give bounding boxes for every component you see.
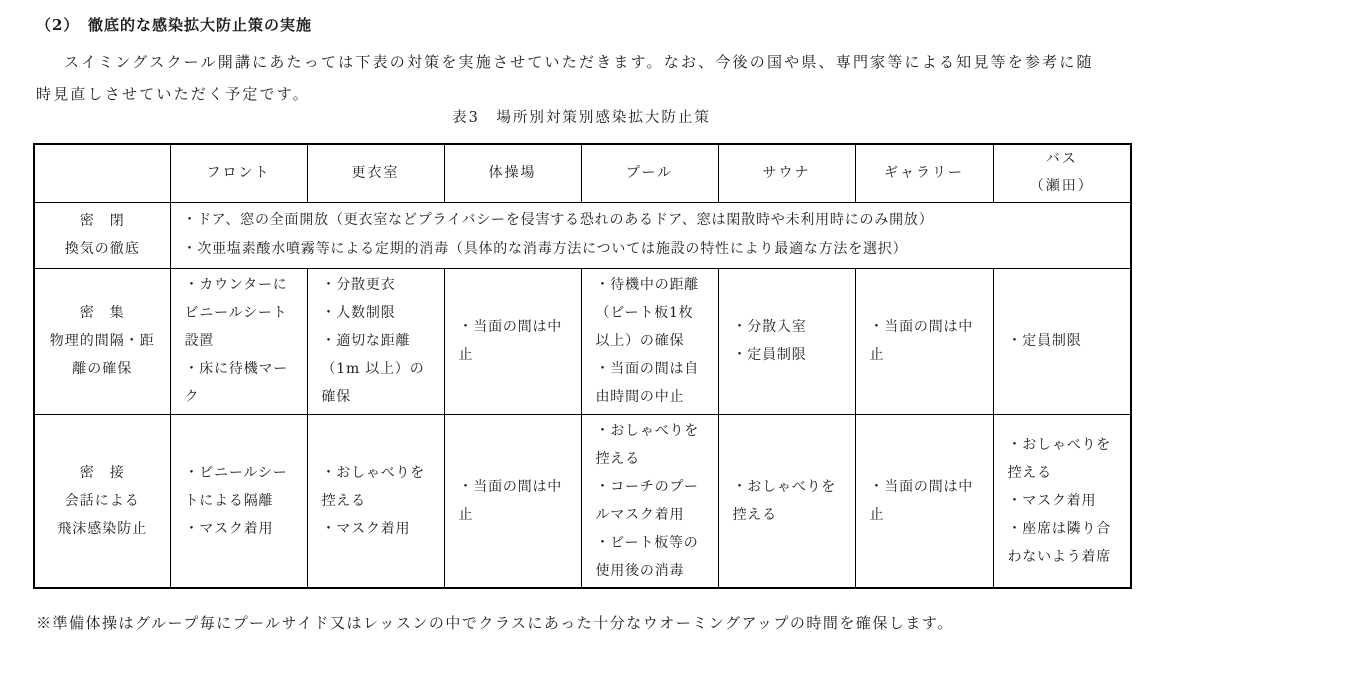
label-line: 換気の徹底 — [64, 241, 140, 257]
bullet-item: ・ビニールシートによる隔離 — [184, 464, 288, 509]
intro-line: スイミングスクール開講にあたっては下表の対策を実施させていただきます。なお、今後の国や県、専門家等による知見等を参考に随 — [64, 53, 1094, 71]
cell-crowded-gallery — [855, 268, 993, 414]
bullet-item: ・当面の間は自由時間の中止 — [595, 361, 700, 405]
bullet-item: ・おしゃべりを控える — [595, 422, 700, 467]
cell-crowded-gym — [444, 268, 581, 414]
header-line: 更衣室 — [351, 164, 400, 181]
header-line: サウナ — [762, 164, 811, 181]
cell-contact-pool — [581, 414, 718, 588]
bullet-item: ・おしゃべりを控える — [732, 478, 837, 523]
cell-crowded-sauna — [718, 268, 855, 414]
header-line: ギャラリー — [884, 164, 964, 181]
label-line: 飛沫感染防止 — [57, 520, 148, 537]
prevention-measures-table — [33, 143, 1132, 589]
section-heading: （2） 徹底的な感染拡大防止策の実施 — [36, 16, 312, 34]
header-cell-front — [170, 144, 307, 202]
cell-contact-bus — [993, 414, 1131, 588]
header-line: 体操場 — [488, 164, 537, 181]
label-line: 密 閉 — [79, 213, 125, 229]
label-line: 密 集 — [79, 305, 125, 321]
label-line: 密 接 — [79, 464, 125, 481]
bullet-item: ・マスク着用 — [1007, 492, 1097, 509]
cell-contact-locker-room — [307, 414, 444, 588]
cell-contact-front — [170, 414, 307, 588]
bullet-item: ・適切な距離（1m 以上）の確保 — [321, 333, 425, 405]
cell-crowded-locker-room — [307, 268, 444, 414]
footnote: ※準備体操はグループ毎にプールサイド又はレッスンの中でクラスにあった十分なウオーミングアップの時間を確保します。 — [36, 614, 954, 632]
header-cell-gallery — [855, 144, 993, 202]
bullet-item: ・定員制限 — [732, 347, 807, 363]
cell-crowded-pool — [581, 268, 718, 414]
cell-contact-gallery — [855, 414, 993, 588]
header-cell-locker-room — [307, 144, 444, 202]
cell-crowded-bus — [993, 268, 1131, 414]
header-cell-pool — [581, 144, 718, 202]
label-line: 物理的間隔・距離の確保 — [49, 333, 155, 377]
row-close-contact — [34, 414, 1131, 588]
bullet-item: ・当面の間は中止 — [458, 319, 563, 363]
bullet-item: ・おしゃべりを控える — [321, 464, 426, 509]
bullet-item: ・当面の間は中止 — [869, 319, 974, 363]
header-line: バス — [1045, 151, 1078, 168]
header-row — [34, 144, 1131, 202]
cell-contact-gym — [444, 414, 581, 588]
table-caption: 表3 場所別対策別感染拡大防止策 — [452, 110, 711, 126]
header-line: フロント — [206, 164, 271, 181]
bullet-item: ・カウンターにビニールシート設置 — [184, 277, 288, 349]
bullet-item: ・次亜塩素酸水噴霧等による定期的消毒（具体的な消毒方法については施設の特性により最適な方法を選択） — [182, 241, 908, 257]
header-cell-bus — [993, 144, 1131, 202]
bullet-item: ・コーチのプールマスク着用 — [595, 478, 699, 523]
bullet-item: ・座席は隣り合わないよう着席 — [1007, 520, 1112, 565]
bullet-item: ・人数制限 — [321, 305, 396, 321]
header-cell-gym — [444, 144, 581, 202]
bullet-item: ・定員制限 — [1007, 333, 1082, 349]
row-crowded-places — [34, 268, 1131, 414]
header-cell-empty — [34, 144, 170, 202]
intro-paragraph — [36, 46, 1094, 110]
cell-crowded-front — [170, 268, 307, 414]
label-line: 会話による — [64, 492, 140, 509]
bullet-item: ・マスク着用 — [184, 520, 274, 537]
bullet-item: ・ドア、窓の全面開放（更衣室などプライバシーを侵害する恐れのあるドア、窓は閑散時や未利用時にのみ開放） — [182, 212, 934, 228]
row-label-closed — [34, 202, 170, 268]
bullet-item: ・床に待機マーク — [184, 361, 289, 405]
bullet-item: ・当面の間は中止 — [869, 478, 974, 523]
cell-contact-sauna — [718, 414, 855, 588]
bullet-item: ・待機中の距離（ビート板1枚以上）の確保 — [595, 277, 700, 349]
bullet-item: ・分散入室 — [732, 319, 807, 335]
row-label-crowded — [34, 268, 170, 414]
bullet-item: ・当面の間は中止 — [458, 478, 563, 523]
bullet-item: ・おしゃべりを控える — [1007, 436, 1112, 481]
header-line: （瀬田） — [1029, 178, 1094, 195]
header-line: プール — [625, 164, 674, 181]
row-closed-spaces — [34, 202, 1131, 268]
intro-line: 時見直しさせていただく予定です。 — [36, 85, 311, 103]
bullet-item: ・分散更衣 — [321, 277, 396, 293]
cell-closed-all-areas — [170, 202, 1131, 268]
header-cell-sauna — [718, 144, 855, 202]
row-label-contact — [34, 414, 170, 588]
bullet-item: ・マスク着用 — [321, 520, 411, 537]
bullet-item: ・ビート板等の使用後の消毒 — [595, 534, 699, 579]
